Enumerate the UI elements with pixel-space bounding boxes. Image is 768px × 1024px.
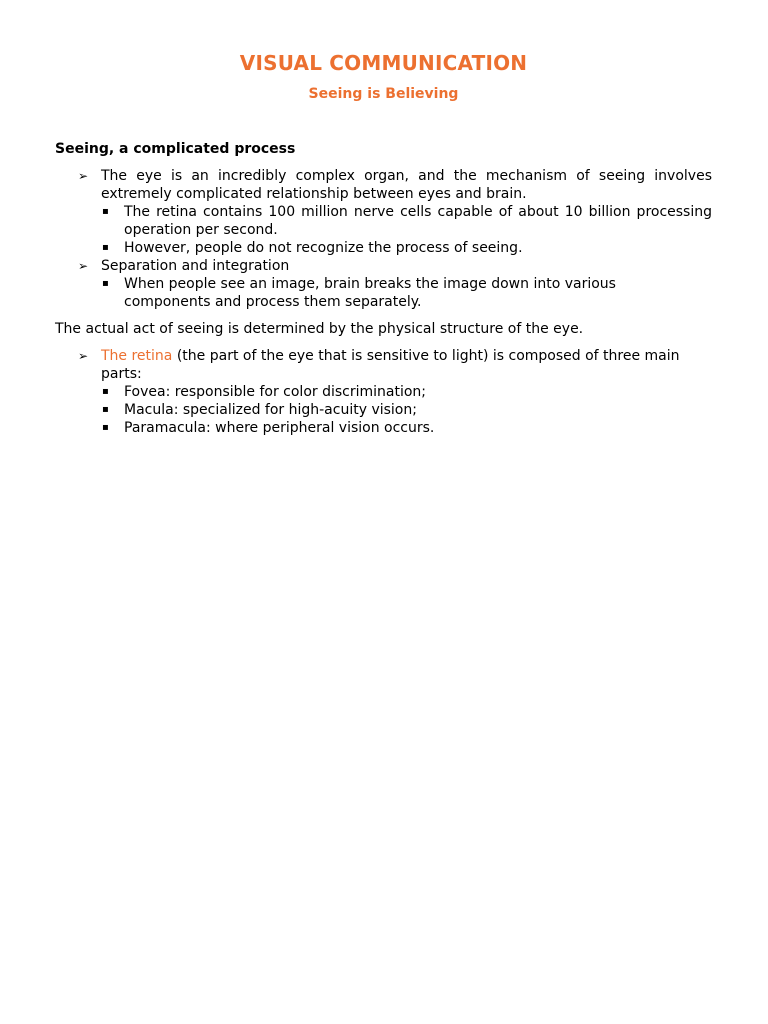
arrow-bullet-icon: ➢ [78,349,89,363]
sub-list-item-text: Paramacula: where peripheral vision occurs. [124,420,435,436]
sub-list-item-text: Macula: specialized for high-acuity vision; [124,402,417,418]
document-page [55,0,712,1024]
highlighted-term: The retina [101,348,173,364]
list-item-text: Separation and integration [101,258,290,274]
sub-list-item [55,203,712,239]
sub-list-item [55,419,712,437]
list-item [55,257,712,275]
document-subtitle: Seeing is Believing [308,86,459,102]
sub-list-item-text: When people see an image, brain breaks the image down into various components and process them separately. [124,276,616,310]
body-paragraph: The actual act of seeing is determined by the physical structure of the eye. [55,321,584,337]
list-item [55,347,712,383]
list-item-text: (the part of the eye that is sensitive to light) is composed of three main parts: [101,348,680,382]
square-bullet-icon: ▪ [102,422,109,433]
square-bullet-icon: ▪ [102,242,109,253]
square-bullet-icon: ▪ [102,206,109,217]
sub-list-item-text: The retina contains 100 million nerve cells capable of about 10 billion processing operation per second. [124,204,712,238]
arrow-bullet-icon: ➢ [78,259,89,273]
square-bullet-icon: ▪ [102,278,109,289]
sub-list-item [55,383,712,401]
sub-list-item [55,401,712,419]
bullet-list-secondary [55,347,712,437]
section-heading: Seeing, a complicated process [55,141,296,157]
square-bullet-icon: ▪ [102,404,109,415]
bullet-list-primary [55,167,712,311]
arrow-bullet-icon: ➢ [78,169,89,183]
square-bullet-icon: ▪ [102,386,109,397]
sub-list-item-text: However, people do not recognize the process of seeing. [124,240,523,256]
sub-list-item [55,275,712,311]
sub-list-item-text: Fovea: responsible for color discrimination; [124,384,427,400]
document-body [55,140,712,437]
document-title: VISUAL COMMUNICATION [239,51,528,75]
list-item-text: The eye is an incredibly complex organ, and the mechanism of seeing involves extremely complicated relationship between eyes and brain. [101,168,712,202]
sub-list-item [55,239,712,257]
list-item [55,167,712,203]
